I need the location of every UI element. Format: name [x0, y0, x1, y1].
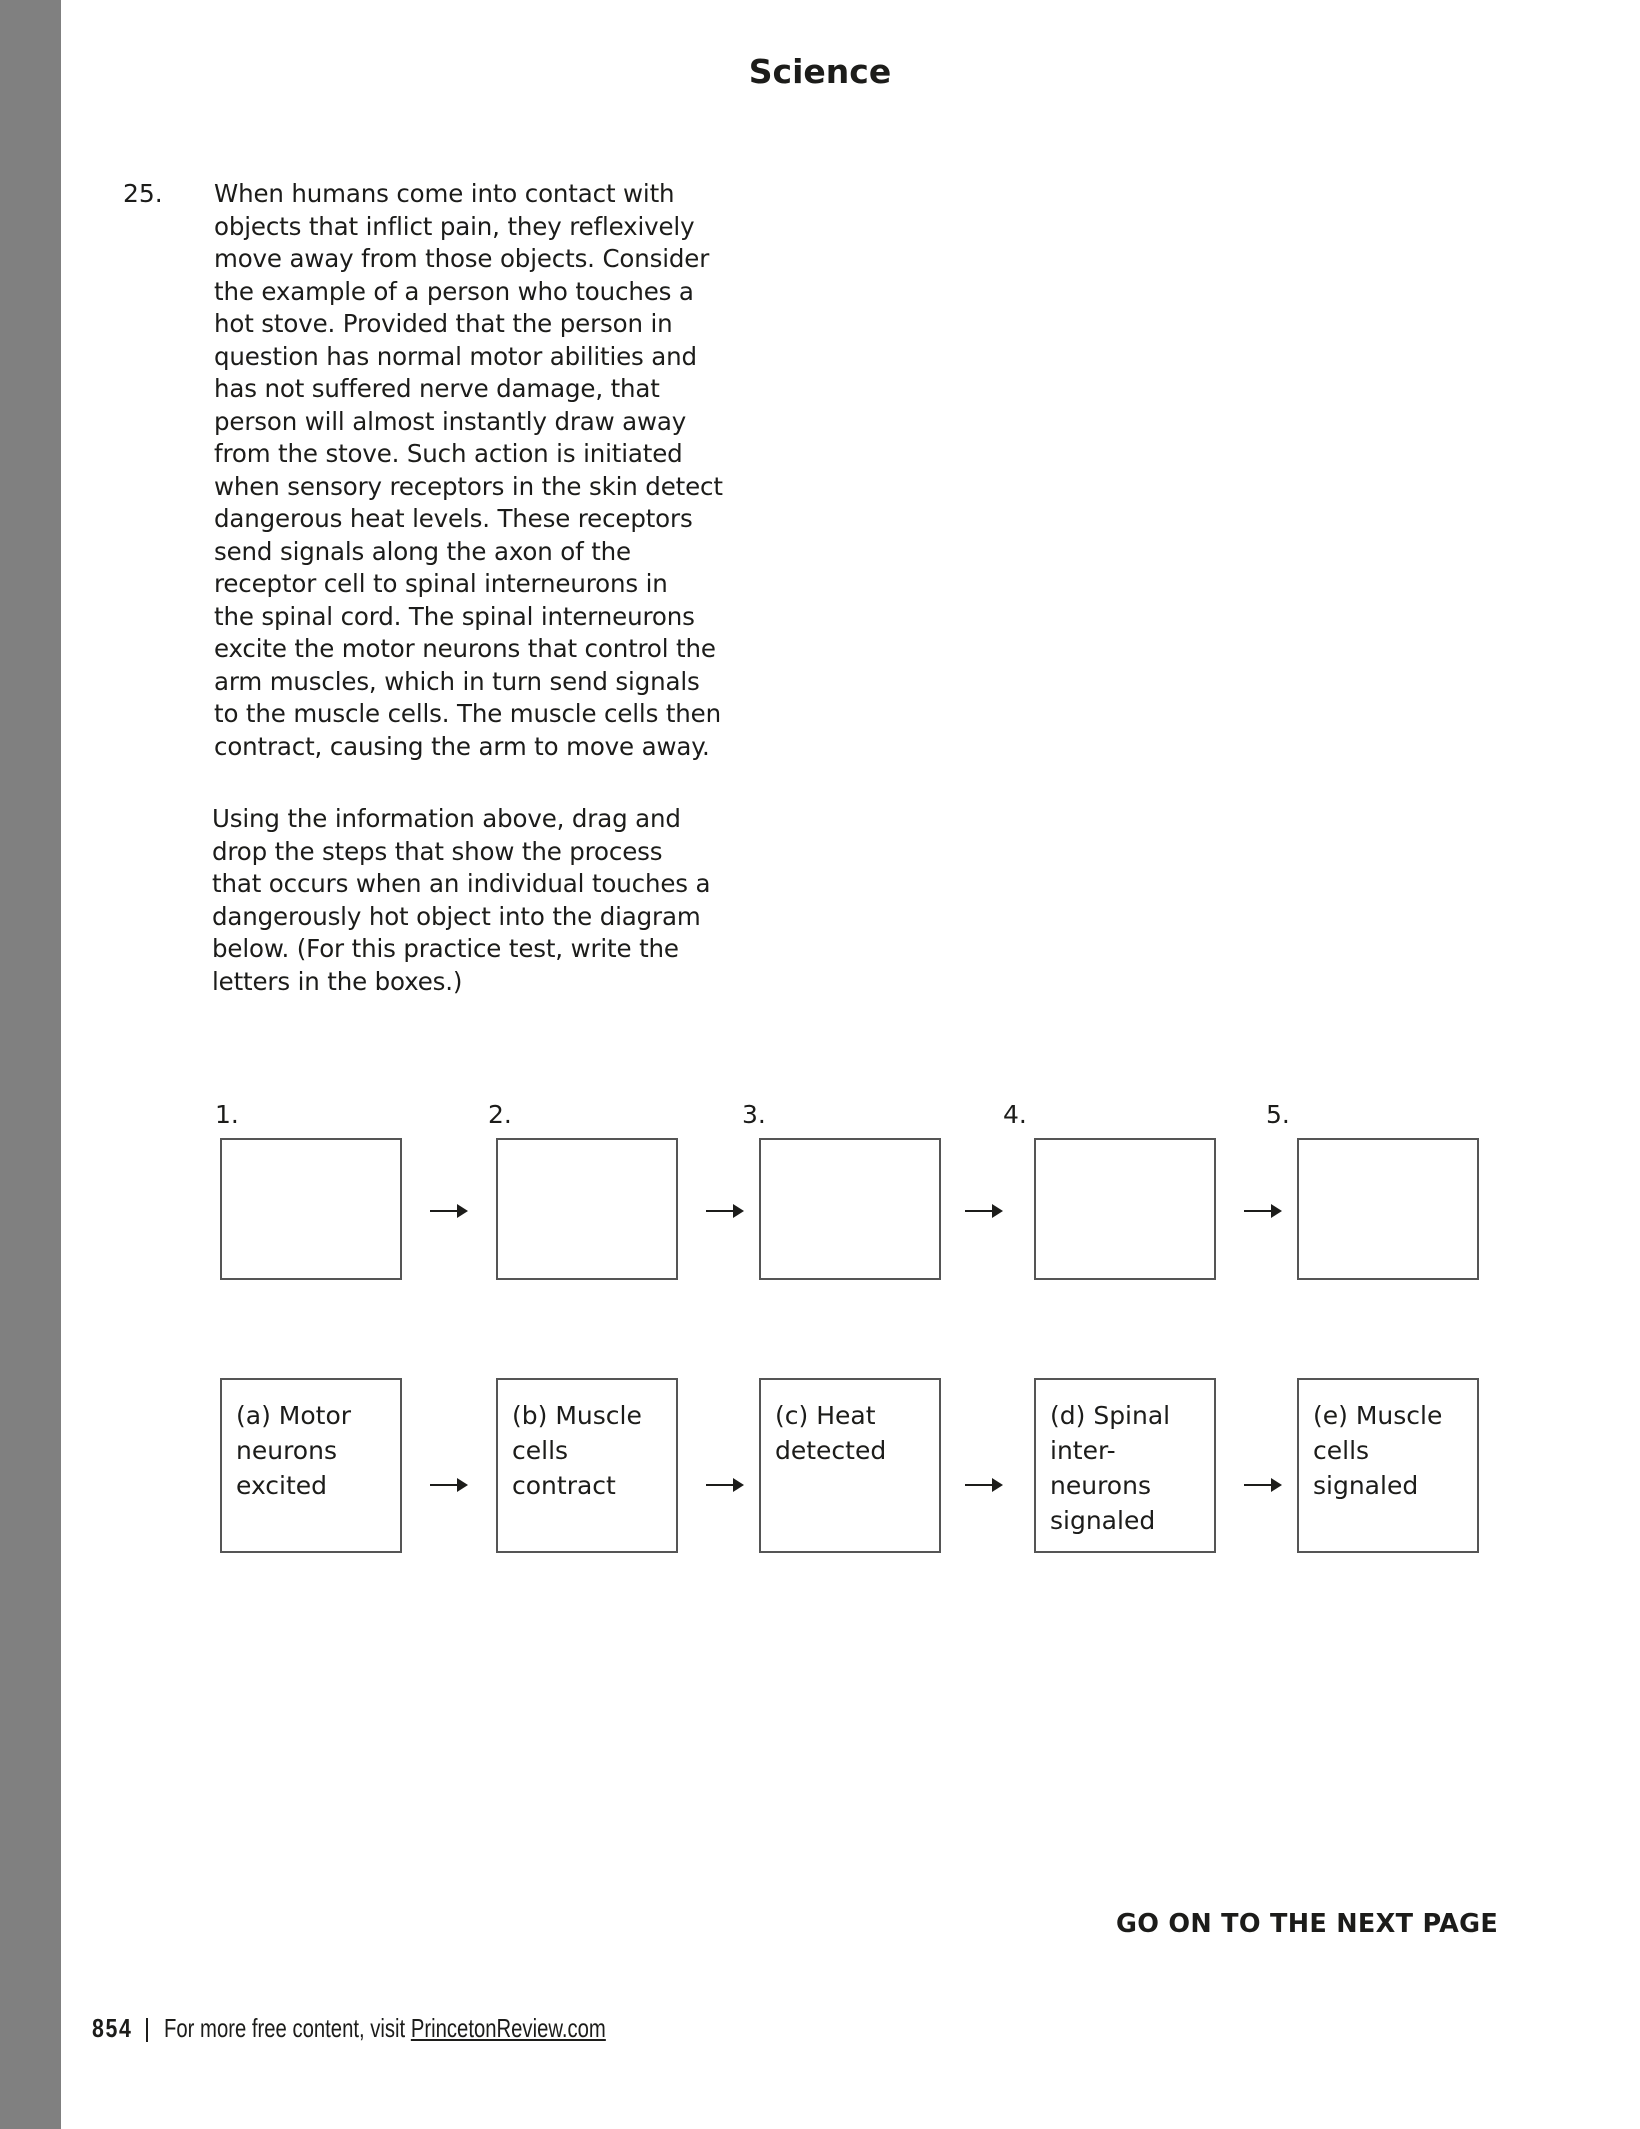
passage-line: to the muscle cells. The muscle cells then: [214, 699, 721, 728]
choice-text: contract: [512, 1471, 616, 1500]
passage-line: objects that inflict pain, they reflexively: [214, 211, 695, 241]
right-arrow-icon: [430, 1204, 468, 1218]
passage-line: receptor cell to spinal interneurons in: [214, 569, 668, 598]
choice-b-muscle-cells-contract[interactable]: [496, 1378, 678, 1553]
instruction-line: below. (For this practice test, write the: [212, 934, 679, 963]
slot-label-3: 3.: [742, 1100, 766, 1129]
section-title-text: Science: [748, 52, 892, 91]
choice-text: (c) Heat: [775, 1401, 876, 1430]
choice-text: detected: [775, 1436, 887, 1465]
go-on-next-page: GO ON TO THE NEXT PAGE: [1116, 1909, 1499, 1939]
passage-line: send signals along the axon of the: [214, 536, 631, 566]
choice-text: neurons: [236, 1436, 337, 1465]
choice-text: (d) Spinal: [1050, 1401, 1171, 1430]
choice-d-spinal-interneurons-signaled[interactable]: [1034, 1378, 1216, 1553]
question-passage: [214, 178, 723, 763]
right-arrow-icon: [965, 1204, 1003, 1218]
choice-text: (a) Motor: [236, 1401, 352, 1430]
footer-divider: [146, 2018, 148, 2042]
passage-line: from the stove. Such action is initiated: [214, 439, 683, 468]
instruction-line: Using the information above, drag and: [212, 804, 681, 833]
passage-line: dangerous heat levels. These receptors: [214, 504, 693, 533]
passage-line: has not suffered nerve damage, that: [214, 374, 660, 403]
choice-text: signaled: [1050, 1506, 1156, 1535]
choice-text: excited: [236, 1471, 328, 1500]
choice-text: inter-: [1050, 1436, 1116, 1465]
drop-slot-3[interactable]: [759, 1138, 941, 1280]
footer-text: [164, 2012, 606, 2044]
choice-text: (e) Muscle: [1313, 1401, 1443, 1430]
instruction-line: dangerously hot object into the diagram: [212, 901, 701, 931]
drop-slot-4[interactable]: [1034, 1138, 1216, 1280]
passage-line: hot stove. Provided that the person in: [214, 309, 673, 338]
question-instructions: [212, 803, 710, 998]
choice-a-motor-neurons-excited[interactable]: [220, 1378, 402, 1553]
right-arrow-icon: [430, 1478, 468, 1492]
drop-slot-1[interactable]: [220, 1138, 402, 1280]
right-arrow-icon: [706, 1478, 744, 1492]
choice-text: cells: [1313, 1436, 1370, 1465]
question-number: 25.: [123, 179, 163, 208]
passage-line: the example of a person who touches a: [214, 276, 694, 306]
right-arrow-icon: [706, 1204, 744, 1218]
choice-text: cells: [512, 1436, 569, 1465]
passage-line: the spinal cord. The spinal interneurons: [214, 601, 695, 631]
passage-line: move away from those objects. Consider: [214, 244, 710, 273]
choice-text: neurons: [1050, 1471, 1151, 1500]
choice-e-muscle-cells-signaled[interactable]: [1297, 1378, 1479, 1553]
instruction-line: that occurs when an individual touches a: [212, 869, 711, 898]
slot-label-5: 5.: [1266, 1100, 1290, 1129]
passage-line: arm muscles, which in turn send signals: [214, 666, 700, 696]
passage-line: question has normal motor abilities and: [214, 341, 697, 371]
section-title: [0, 52, 1640, 92]
passage-line: When humans come into contact with: [214, 179, 675, 208]
passage-line: when sensory receptors in the skin detect: [214, 471, 723, 501]
drop-slot-5[interactable]: [1297, 1138, 1479, 1280]
footer-label: For more free content, visit: [164, 2013, 411, 2043]
passage-line: excite the motor neurons that control the: [214, 634, 716, 663]
princeton-review-link[interactable]: PrincetonReview.com: [410, 2013, 606, 2043]
slot-label-4: 4.: [1003, 1100, 1027, 1129]
choice-c-heat-detected[interactable]: [759, 1378, 941, 1553]
right-arrow-icon: [965, 1478, 1003, 1492]
passage-line: person will almost instantly draw away: [214, 406, 687, 436]
slot-label-1: 1.: [215, 1100, 239, 1129]
passage-line: contract, causing the arm to move away.: [214, 731, 710, 761]
right-arrow-icon: [1244, 1204, 1282, 1218]
page-side-bar: [0, 0, 61, 2129]
instruction-line: letters in the boxes.): [212, 966, 463, 996]
choice-text: (b) Muscle: [512, 1401, 642, 1430]
right-arrow-icon: [1244, 1478, 1282, 1492]
drop-slot-2[interactable]: [496, 1138, 678, 1280]
choice-text: signaled: [1313, 1471, 1419, 1500]
instruction-line: drop the steps that show the process: [212, 836, 663, 866]
page-number: 854: [92, 2013, 133, 2043]
slot-label-2: 2.: [488, 1100, 512, 1129]
